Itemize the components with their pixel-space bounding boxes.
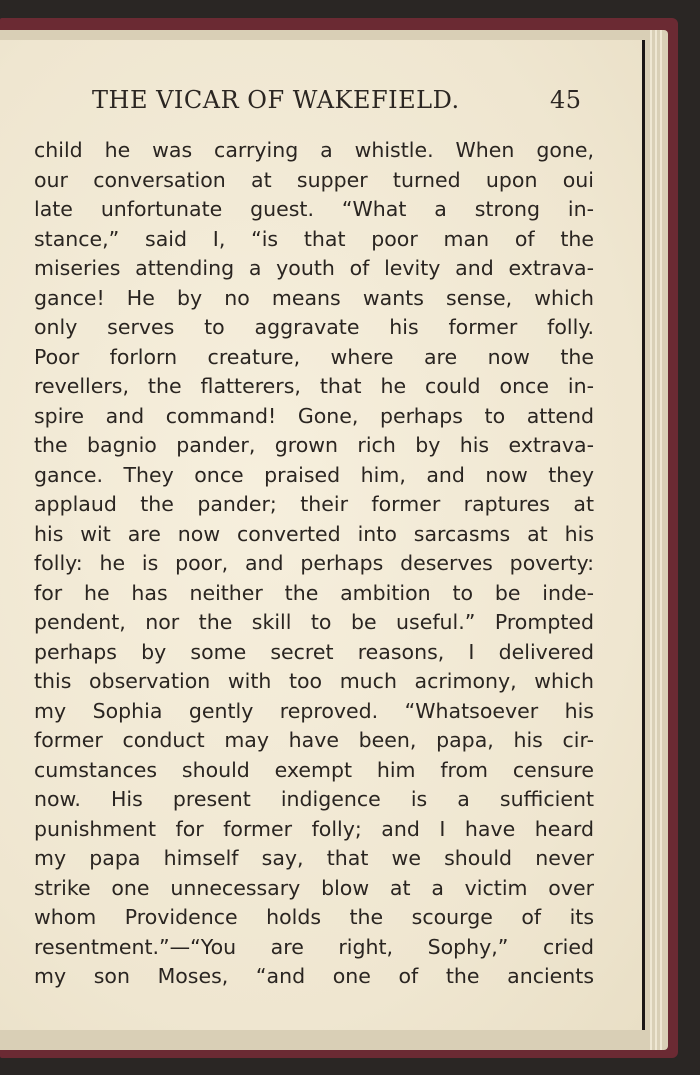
text-line: miseries attending a youth of levity and extrava- xyxy=(34,256,594,280)
text-line: for he has neither the ambition to be inde- xyxy=(34,580,594,605)
text-line: whom Providence holds the scourge of its xyxy=(34,905,594,929)
text-line: my son Moses, “and one of the ancients xyxy=(34,964,594,988)
text-line: punishment for former folly; and I have heard xyxy=(34,816,594,841)
page-number: 45 xyxy=(550,86,582,114)
running-head xyxy=(92,86,592,116)
text-line: Poor forlorn creature, where are now the xyxy=(34,344,594,369)
text-line: spire and command! Gone, perhaps to attend xyxy=(34,403,594,428)
text-line: cumstances should exempt him from censure xyxy=(34,757,594,782)
text-line: now. His present indigence is a sufficient xyxy=(34,787,594,811)
text-line: resentment.”—“You are right, Sophy,” cried xyxy=(34,934,594,959)
text-line: late unfortunate guest. “What a strong in- xyxy=(34,197,594,221)
text-line: our conversation at supper turned upon oui xyxy=(34,167,594,192)
text-line: perhaps by some secret reasons, I delivered xyxy=(34,639,594,664)
text-line: gance. They once praised him, and now they xyxy=(34,462,594,487)
text-line: gance! He by no means wants sense, which xyxy=(34,285,594,310)
page-leaf-edge xyxy=(650,30,652,1050)
text-line: child he was carrying a whistle. When gone, xyxy=(34,138,594,162)
text-line: stance,” said I, “is that poor man of the xyxy=(34,226,594,251)
text-line: applaud the pander; their former raptures at xyxy=(34,492,594,516)
book-title: THE VICAR OF WAKEFIELD. xyxy=(92,86,460,114)
body-text xyxy=(34,136,594,992)
text-line: his wit are now converted into sarcasms at his xyxy=(34,521,594,546)
page-leaf-edge xyxy=(660,30,662,1050)
text-line: my Sophia gently reproved. “Whatsoever his xyxy=(34,698,594,723)
text-line: the bagnio pander, grown rich by his extrava- xyxy=(34,433,594,457)
text-line: my papa himself say, that we should never xyxy=(34,846,594,870)
text-line: folly: he is poor, and perhaps deserves poverty: xyxy=(34,551,594,575)
text-line: strike one unnecessary blow at a victim over xyxy=(34,875,594,900)
text-line: pendent, nor the skill to be useful.” Prompted xyxy=(34,610,594,634)
text-line: only serves to aggravate his former folly. xyxy=(34,315,594,339)
text-line: this observation with too much acrimony, which xyxy=(34,669,594,693)
text-line: former conduct may have been, papa, his cir- xyxy=(34,728,594,752)
page-leaf-edge xyxy=(655,30,657,1050)
text-line: revellers, the flatterers, that he could once in- xyxy=(34,374,594,398)
